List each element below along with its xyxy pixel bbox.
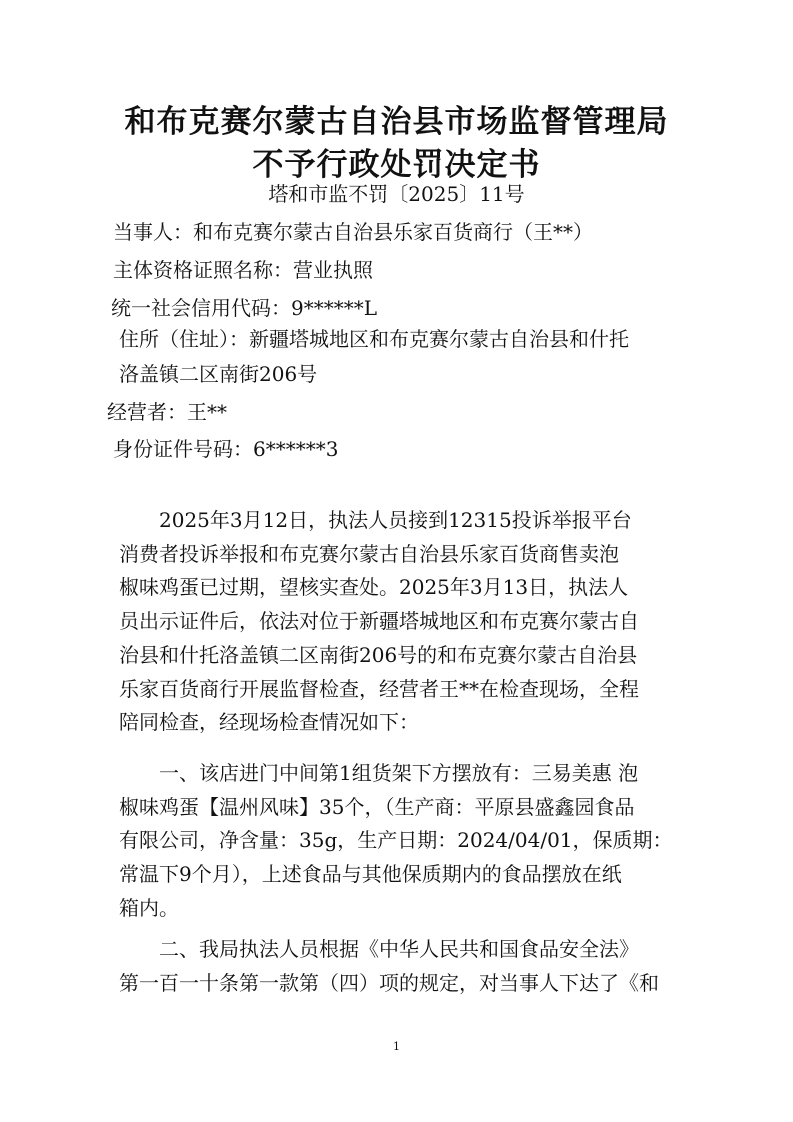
paragraph-line: 第一百一十条第一款第（四）项的规定，对当事人下达了《和	[119, 970, 659, 995]
page-number: 1	[393, 1040, 400, 1053]
document-subtitle: 不予行政处罚决定书	[252, 147, 541, 183]
paragraph-line: 有限公司，净含量：35g，生产日期：2024/04/01，保质期：	[119, 828, 673, 853]
paragraph-line: 椒味鸡蛋【温州风味】35个，（生产商：平原县盛鑫园食品	[119, 794, 635, 819]
paragraph-line: 箱内。	[119, 895, 179, 920]
license-type: 主体资格证照名称：营业执照	[113, 258, 373, 282]
paragraph-line: 乐家百货商行开展监督检查，经营者王**在检查现场，全程	[119, 676, 639, 701]
paragraph-line: 员出示证件后，依法对位于新疆塔城地区和布克赛尔蒙古自	[119, 609, 639, 634]
paragraph-line: 治县和什托洛盖镇二区南街206号的和布克赛尔蒙古自治县	[119, 642, 638, 667]
document-number: 塔和市监不罚〔2025〕11号	[268, 182, 525, 206]
paragraph-line: 消费者投诉举报和布克赛尔蒙古自治县乐家百货商售卖泡	[119, 541, 619, 566]
operator: 经营者：王**	[107, 400, 227, 424]
paragraph-inspection	[119, 504, 679, 740]
credit-code: 统一社会信用代码：9******L	[111, 296, 378, 320]
paragraph-line: 椒味鸡蛋已过期，望核实查处。2025年3月13日，执法人	[119, 575, 629, 600]
paragraph-line: 常温下9个月），上述食品与其他保质期内的食品摆放在纸	[119, 862, 622, 887]
id-number: 身份证件号码：6******3	[113, 437, 339, 461]
paragraph-finding-1	[119, 757, 679, 926]
address-line-2: 洛盖镇二区南街206号	[119, 362, 318, 386]
paragraph-line: 二、我局执法人员根据《中华人民共和国食品安全法》	[159, 937, 639, 961]
paragraph-finding-2	[119, 933, 679, 1000]
document-title: 和布克赛尔蒙古自治县市场监督管理局	[124, 104, 669, 140]
paragraph-line: 一、该店进门中间第1组货架下方摆放有：三易美惠 泡	[159, 761, 639, 785]
paragraph-line: 陪同检查，经现场检查情况如下：	[119, 710, 419, 735]
address-line-1: 住所（住址）：新疆塔城地区和布克赛尔蒙古自治县和什托	[119, 327, 629, 351]
paragraph-line: 2025年3月12日，执法人员接到12315投诉举报平台	[159, 508, 632, 532]
party-name: 当事人：和布克赛尔蒙古自治县乐家百货商行（王**）	[113, 220, 593, 244]
